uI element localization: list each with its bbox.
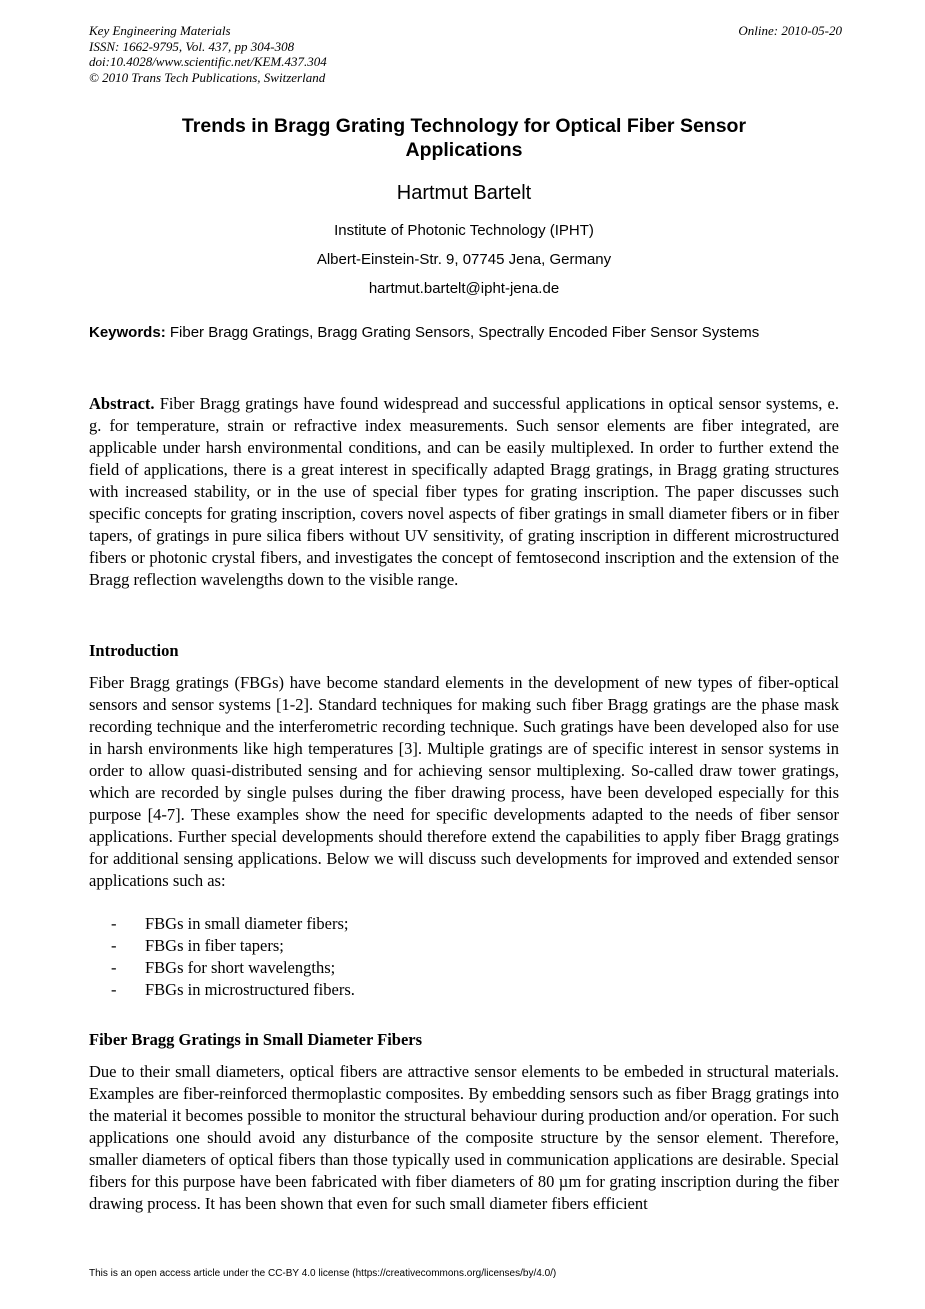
issn-line: ISSN: 1662-9795, Vol. 437, pp 304-308: [89, 38, 295, 54]
journal-name: Key Engineering Materials: [89, 23, 231, 38]
list-item: - FBGs in microstructured fibers.: [111, 980, 355, 999]
abstract: [89, 393, 839, 591]
license-footer: This is an open access article under the CC-BY 4.0 license (https://creativecommons.org/licenses/by/4.0/): [89, 1268, 557, 1279]
application-list: [89, 913, 839, 1001]
title-line-2: Applications: [405, 139, 523, 161]
keywords: [89, 323, 839, 343]
abstract-text: Fiber Bragg gratings have found widespread and successful applications in optical sensor systems, e. g. for temperature, strain or refractive index measurements. Such sensor elements are fiber integrated, are applicable under harsh environmental conditions, and can be easily multiplexed. In order to further extend the field of applications, there is a great interest in specifically adapted Bragg gratings, in Bragg grating structures with increased stability, or in the use of special fiber types for grating inscription. The paper discusses such specific concepts for grating inscription, covers novel aspects of fiber gratings in small diameter fibers or in fiber tapers, of gratings in pure silica fibers without UV sensitivity, of grating inscription in different microstructured fibers or photonic crystal fibers, and investigates the concept of femtosecond inscription and the extension of the Bragg reflection wavelengths down to the visible range.: [89, 394, 839, 589]
section-paragraph: Due to their small diameters, optical fibers are attractive sensor elements to be embeded in structural materials. Examples are fiber-reinforced thermoplastic composites. By embedding sensors such as fiber Bragg gratings into the material it becomes possible to monitor the structural behaviour during production and/or operation. For such applications one should avoid any disturbance of the composite structure by the sensor element. Therefore, smaller diameters of optical fibers than those typically used in communication applications are desirable. Special fibers for this purpose have been fabricated with fiber diameters of 80 µm for grating inscription during the fiber drawing process. It has been shown that even for such small diameter fibers efficient: [89, 1062, 839, 1213]
affiliation-block: [89, 216, 839, 303]
address: Albert-Einstein-Str. 9, 07745 Jena, Germany: [316, 251, 612, 268]
journal-header: [89, 23, 842, 85]
online-date: Online: 2010-05-20: [738, 23, 842, 38]
section-heading: Fiber Bragg Gratings in Small Diameter Fibers: [89, 1030, 423, 1049]
abstract-label: Abstract.: [89, 394, 155, 413]
keywords-text: Fiber Bragg Gratings, Bragg Grating Sensors, Spectrally Encoded Fiber Sensor Systems: [165, 324, 760, 341]
list-item: - FBGs for short wavelengths;: [111, 958, 336, 977]
list-item: - FBGs in small diameter fibers;: [111, 914, 349, 933]
author-name: Hartmut Bartelt: [396, 182, 532, 204]
doi-line: doi:10.4028/www.scientific.net/KEM.437.304: [89, 54, 327, 69]
email[interactable]: hartmut.bartelt@ipht-jena.de: [368, 280, 560, 297]
title-line-1: Trends in Bragg Grating Technology for Optical Fiber Sensor: [181, 115, 747, 137]
paper-title: [89, 114, 839, 162]
copyright-line: © 2010 Trans Tech Publications, Switzerland: [89, 69, 326, 85]
list-item: - FBGs in fiber tapers;: [111, 936, 284, 955]
intro-paragraph: Fiber Bragg gratings (FBGs) have become standard elements in the development of new types of fiber-optical sensors and sensor systems [1-2]. Standard techniques for making such fiber Bragg gratings are the phase mask recording technique and the interferometric recording technique. Such gratings have been developed also for use in harsh environments like high temperatures [3]. Multiple gratings are of specific interest in sensor systems in order to allow quasi-distributed sensing and for achieving sensor multiplexing. So-called draw tower gratings, which are recorded by single pulses during the fiber drawing process, have been developed especially for this purpose [4-7]. These examples show the need for specific developments adapted to the needs of fiber sensor applications. Further special developments should therefore extend the capabilities to apply fiber Bragg gratings for additional sensing applications. Below we will discuss such developments for improved and extended sensor applications such as:: [89, 673, 839, 890]
institute: Institute of Photonic Technology (IPHT): [334, 222, 594, 239]
intro-heading: Introduction: [89, 641, 179, 660]
keywords-label: Keywords:: [89, 324, 166, 341]
